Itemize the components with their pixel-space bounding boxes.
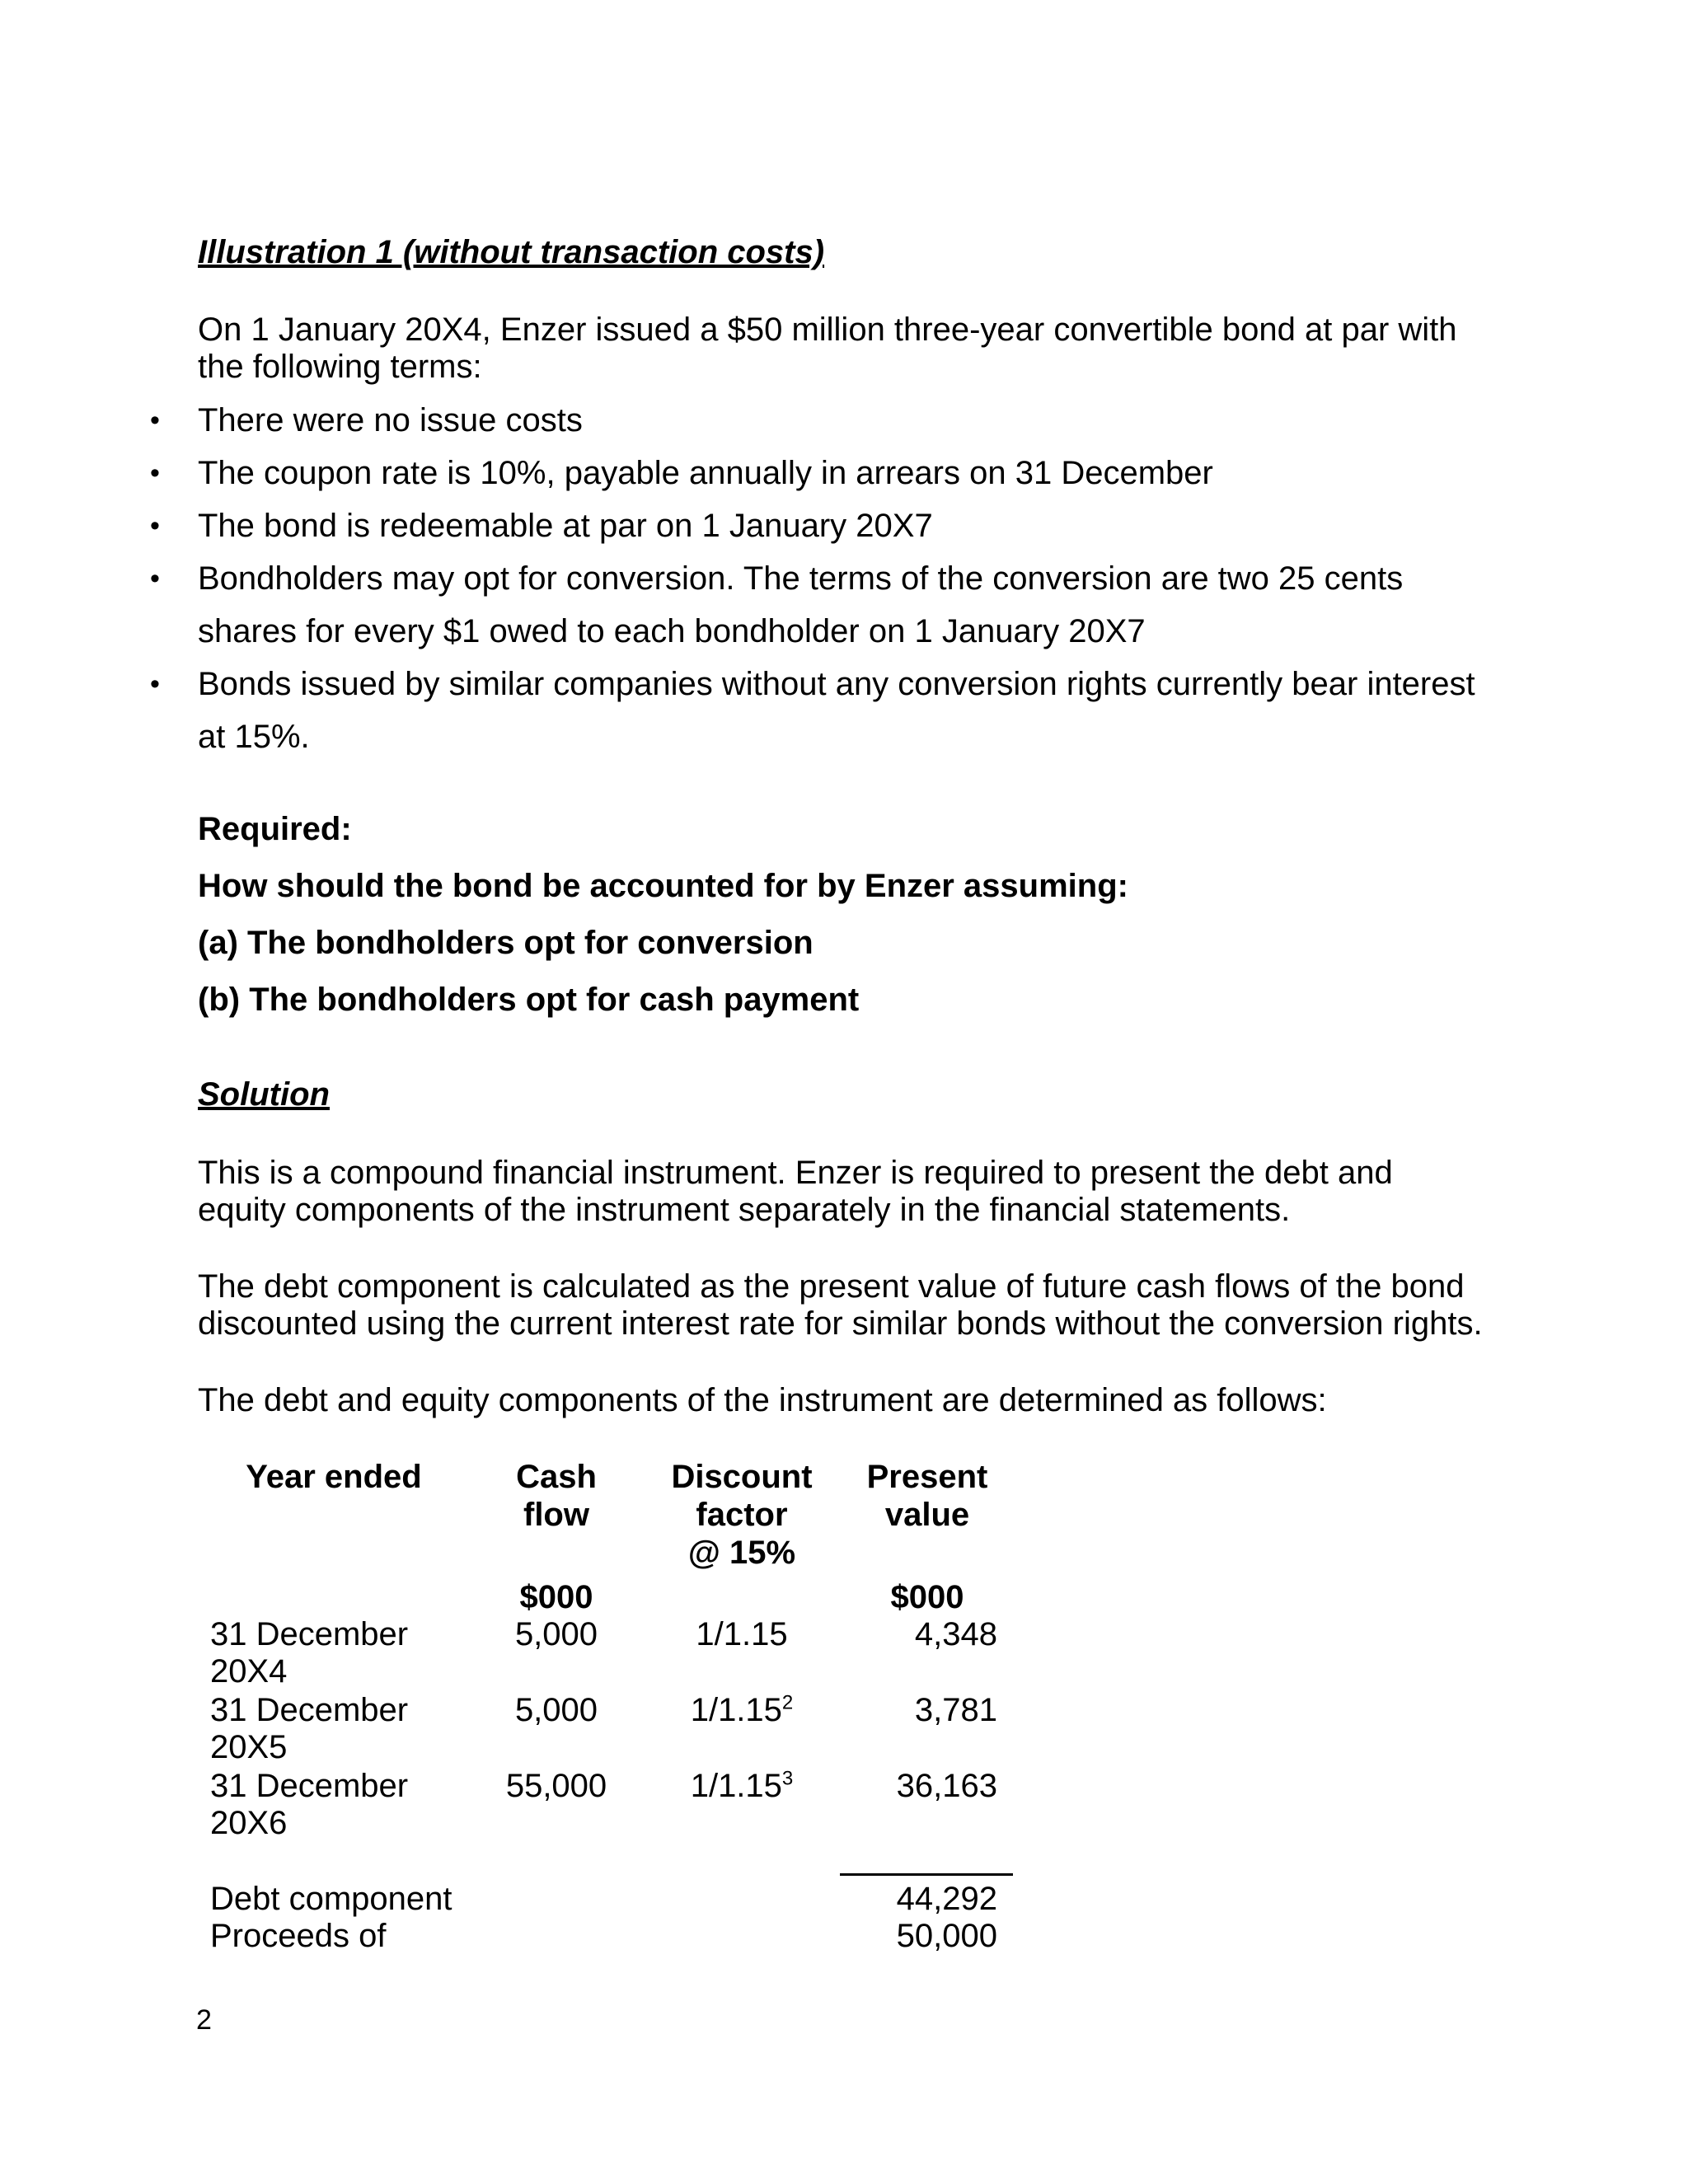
row-year: 31 December <box>210 1616 409 1652</box>
header-present-value-line-1: Present <box>866 1459 988 1495</box>
required-option-a: (a) The bondholders opt for conversion <box>198 925 814 961</box>
header-discount-line-3: @ 15% <box>687 1535 796 1571</box>
header-cash-flow-line-2: flow <box>523 1497 589 1533</box>
unit-cash-flow: $000 <box>519 1579 593 1615</box>
debt-component-label: Debt component <box>210 1881 452 1917</box>
solution-para-2-line-1: The debt component is calculated as the present value of future cash flows of the bond <box>198 1268 1465 1305</box>
bullet-icon: • <box>150 510 160 541</box>
solution-para-1-line-2: equity components of the instrument separately in the financial statements. <box>198 1192 1291 1228</box>
row-discount-factor: 1/1.15$^3$ <box>690 1767 794 1804</box>
required-label: Required: <box>198 811 352 847</box>
row-present-value: 36,163 <box>896 1768 997 1804</box>
row-year-line-2: 20X4 <box>210 1653 288 1690</box>
bullet-item-continuation: shares for every $1 owed to each bondholder on 1 January 20X7 <box>198 613 1146 649</box>
bullet-icon: • <box>150 405 160 436</box>
header-discount-line-2: factor <box>696 1497 788 1533</box>
solution-para-2-line-2: discounted using the current interest rate for similar bonds without the conversion rights. <box>198 1305 1483 1342</box>
required-question: How should the bond be accounted for by Enzer assuming: <box>198 868 1128 904</box>
row-present-value: 3,781 <box>914 1692 997 1728</box>
total-underline <box>840 1873 1013 1876</box>
row-cash-flow: 55,000 <box>505 1768 607 1804</box>
required-option-b: (b) The bondholders opt for cash payment <box>198 982 860 1018</box>
bullet-icon: • <box>150 668 160 700</box>
illustration-title: Illustration 1 (without transaction costs) <box>198 234 825 270</box>
bullet-item: Bondholders may opt for conversion. The terms of the conversion are two 25 cents <box>198 560 1404 597</box>
header-present-value-line-2: value <box>884 1497 970 1533</box>
row-year: 31 December <box>210 1692 409 1728</box>
header-year-ended: Year ended <box>246 1459 422 1495</box>
bullet-icon: • <box>150 457 160 489</box>
bullet-item-continuation: at 15%. <box>198 719 310 755</box>
bullet-item: Bonds issued by similar companies without any conversion rights currently bear interest <box>198 666 1475 702</box>
solution-para-1-line-1: This is a compound financial instrument. Enzer is required to present the debt and <box>198 1155 1393 1191</box>
bullet-item: The coupon rate is 10%, payable annually in arrears on 31 December <box>198 455 1213 491</box>
header-discount-line-1: Discount <box>671 1459 813 1495</box>
page-number: 2 <box>196 2004 212 2036</box>
intro-line-1: On 1 January 20X4, Enzer issued a $50 million three-year convertible bond at par with <box>198 312 1457 348</box>
header-cash-flow-line-1: Cash <box>516 1459 597 1495</box>
proceeds-label: Proceeds of <box>210 1918 387 1954</box>
bullet-item: There were no issue costs <box>198 402 583 438</box>
row-present-value: 4,348 <box>914 1616 997 1652</box>
bullet-icon: • <box>150 563 160 594</box>
row-cash-flow: 5,000 <box>514 1692 598 1728</box>
bullet-item: The bond is redeemable at par on 1 January 20X7 <box>198 508 933 544</box>
row-discount-factor: 1/1.15$^2$ <box>690 1691 794 1728</box>
debt-component-value: 44,292 <box>896 1881 997 1917</box>
row-year-line-2: 20X5 <box>210 1729 288 1765</box>
row-year-line-2: 20X6 <box>210 1805 288 1841</box>
row-cash-flow: 5,000 <box>514 1616 598 1652</box>
solution-title: Solution <box>198 1076 330 1113</box>
solution-para-3: The debt and equity components of the instrument are determined as follows: <box>198 1382 1327 1418</box>
intro-line-2: the following terms: <box>198 349 482 385</box>
proceeds-value: 50,000 <box>896 1918 997 1954</box>
unit-present-value: $000 <box>890 1579 964 1615</box>
row-year: 31 December <box>210 1768 409 1804</box>
row-discount-factor: 1/1.15 <box>696 1616 788 1652</box>
